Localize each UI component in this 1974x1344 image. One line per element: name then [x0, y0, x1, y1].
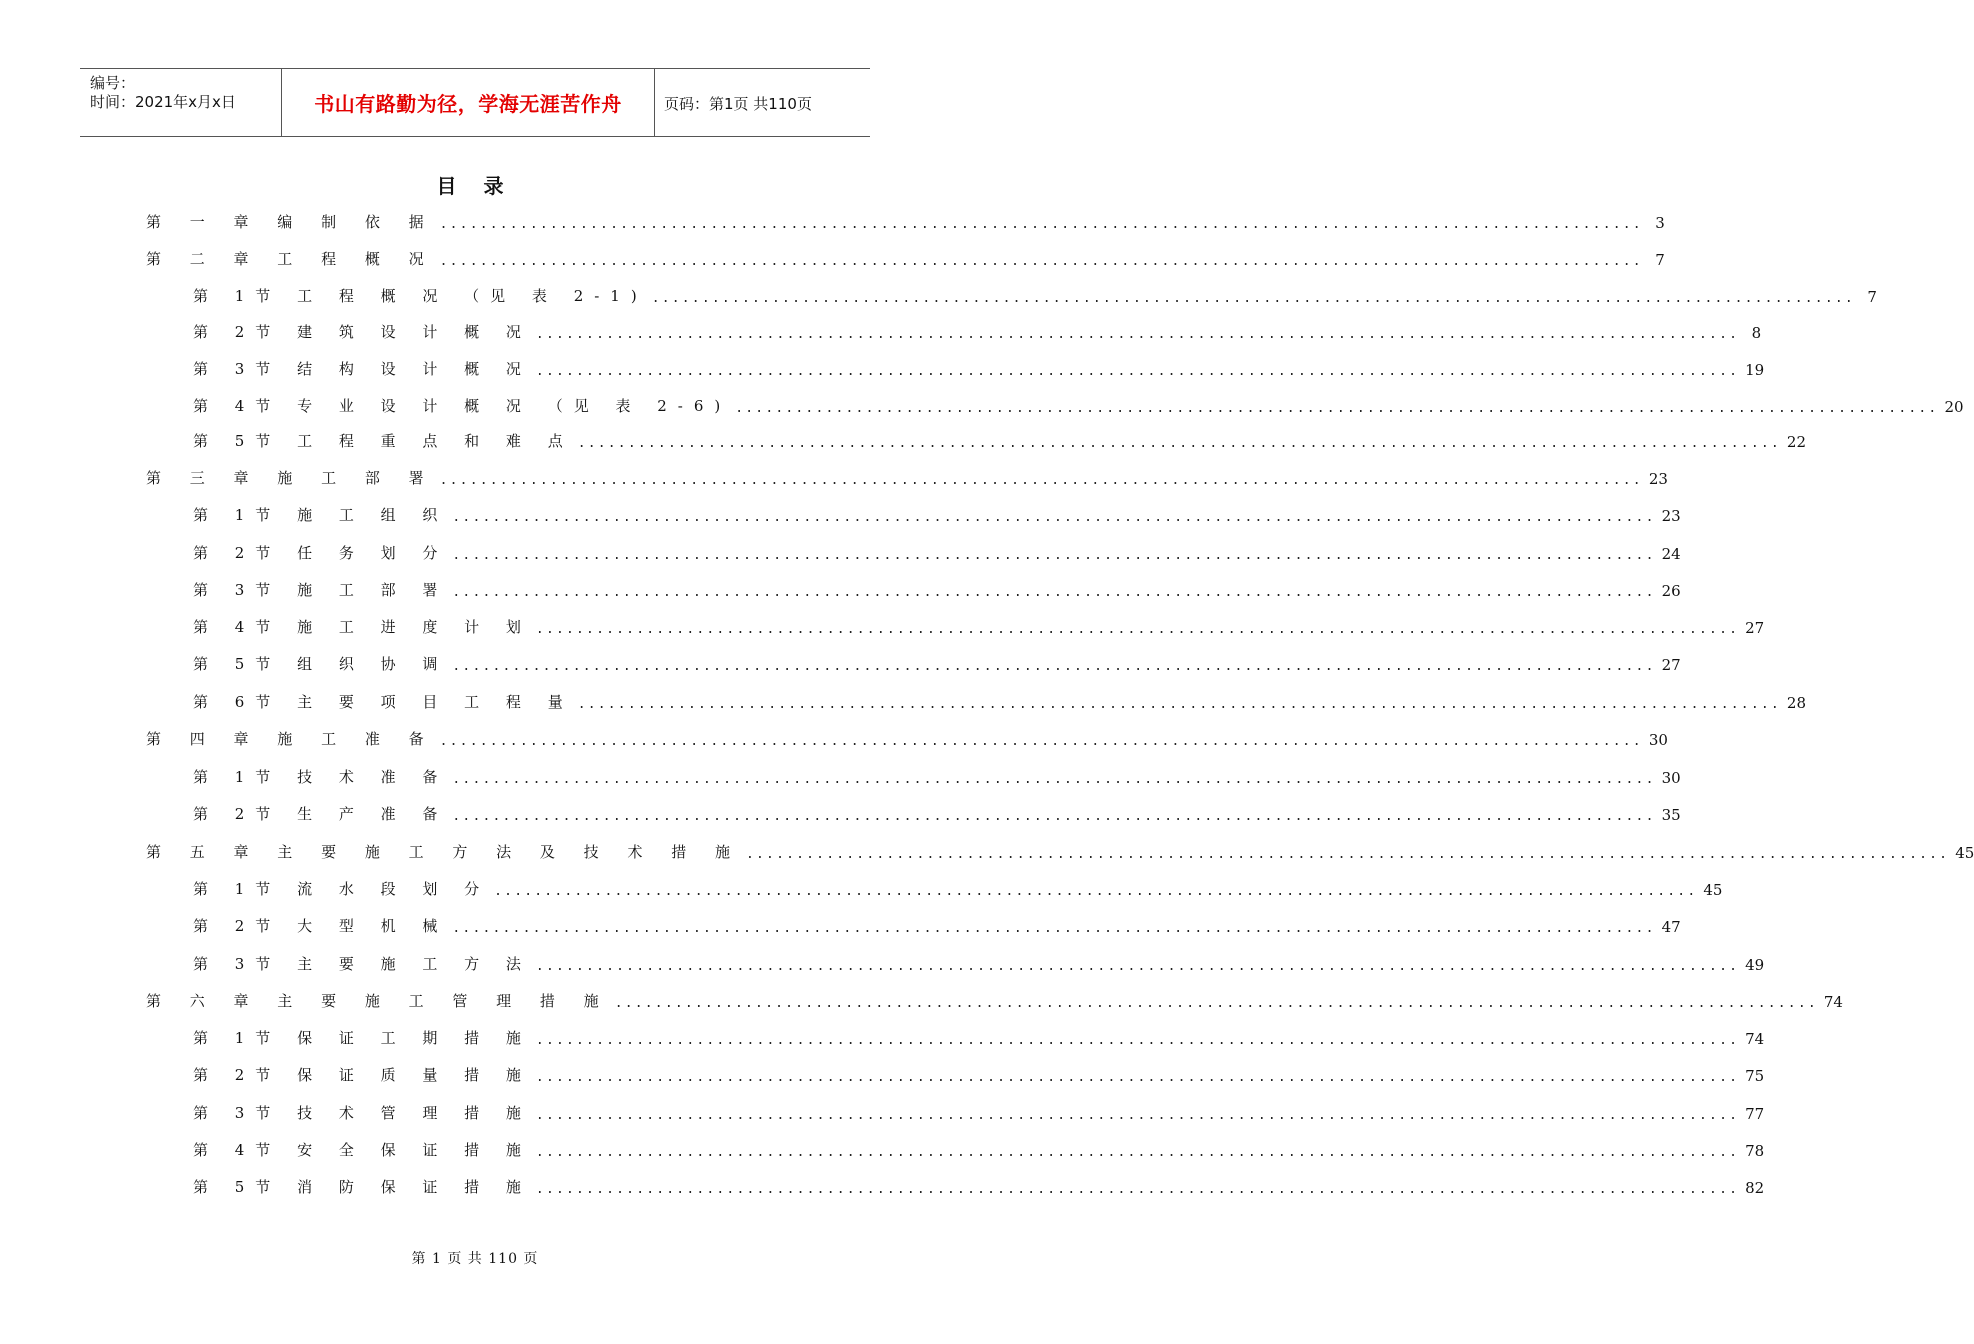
toc-entry-label: 第 3节 施 工 部 署: [193, 581, 449, 599]
toc-section-entry[interactable]: [193, 541, 1681, 563]
toc-entry-label: 第 4节 施 工 进 度 计 划: [193, 618, 532, 636]
toc-section-entry[interactable]: [193, 877, 1723, 899]
toc-section-entry[interactable]: [193, 357, 1765, 379]
toc-leader-dots: ........................................................................................................................: [452, 548, 1656, 563]
toc-leader-dots: ........................................................................................................................: [535, 959, 1740, 974]
toc-entry-label: 第 1节 流 水 段 划 分: [193, 880, 491, 898]
toc-section-entry[interactable]: [193, 802, 1681, 824]
toc-entry-page: 82: [1745, 1179, 1765, 1197]
toc-entry-page: 30: [1661, 769, 1681, 787]
document-number-label: 编号：: [90, 74, 136, 92]
toc-entry-page: 23: [1661, 507, 1681, 525]
header-divider-right: [654, 68, 655, 136]
toc-leader-dots: ........................................................................................................................: [577, 697, 1781, 712]
toc-section-entry[interactable]: [193, 914, 1681, 936]
toc-section-entry[interactable]: [193, 429, 1806, 451]
toc-section-entry[interactable]: [193, 690, 1806, 712]
toc-chapter-entry[interactable]: [146, 466, 1668, 488]
toc-leader-dots: ........................................................................................................................: [535, 364, 1740, 379]
toc-chapter-entry[interactable]: [146, 247, 1665, 269]
toc-chapter-entry[interactable]: [146, 210, 1665, 232]
toc-entry-label: 第 4节 专 业 设 计 概 况 （见 表 2-6): [193, 397, 732, 415]
toc-entry-label: 第 2节 建 筑 设 计 概 况: [193, 323, 532, 341]
toc-chapter-entry[interactable]: [146, 727, 1668, 749]
toc-entry-label: 第 一 章 编 制 依 据: [146, 213, 436, 231]
toc-section-entry[interactable]: [193, 503, 1681, 525]
toc-entry-page: 74: [1823, 993, 1843, 1011]
toc-entry-page: 45: [1955, 844, 1974, 862]
toc-entry-page: 77: [1745, 1105, 1765, 1123]
toc-entry-label: 第 五 章 主 要 施 工 方 法 及 技 术 措 施: [146, 843, 742, 861]
toc-leader-dots: ........................................................................................................................: [452, 659, 1656, 674]
toc-section-entry[interactable]: [193, 652, 1681, 674]
toc-entry-label: 第 2节 任 务 划 分: [193, 544, 449, 562]
toc-leader-dots: ........................................................................................................................: [439, 217, 1643, 232]
toc-entry-page: 7: [1655, 251, 1665, 269]
toc-leader-dots: ........................................................................................................................: [651, 291, 1855, 306]
toc-section-entry[interactable]: [193, 1138, 1765, 1160]
toc-section-entry[interactable]: [193, 1175, 1765, 1197]
toc-entry-label: 第 5节 组 织 协 调: [193, 655, 449, 673]
toc-leader-dots: ........................................................................................................................: [535, 1145, 1740, 1160]
toc-entry-label: 第 1节 工 程 概 况 （见 表 2-1): [193, 287, 648, 305]
page-footer: 第 1 页 共 110 页: [411, 1251, 539, 1267]
toc-entry-page: 22: [1786, 433, 1806, 451]
toc-entry-page: 45: [1703, 881, 1723, 899]
toc-leader-dots: ........................................................................................................................: [535, 1108, 1740, 1123]
toc-leader-dots: ........................................................................................................................: [535, 1182, 1740, 1197]
toc-section-entry[interactable]: [193, 765, 1681, 787]
toc-leader-dots: ........................................................................................................................: [535, 1070, 1740, 1085]
document-date: 时间：2021年x月x日: [90, 93, 236, 111]
toc-entry-label: 第 1节 保 证 工 期 措 施: [193, 1029, 532, 1047]
toc-leader-dots: ........................................................................................................................: [452, 510, 1656, 525]
toc-entry-label: 第 四 章 施 工 准 备: [146, 730, 436, 748]
toc-section-entry[interactable]: [193, 1026, 1765, 1048]
toc-entry-page: 8: [1751, 324, 1762, 342]
toc-entry-label: 第 3节 结 构 设 计 概 况: [193, 360, 532, 378]
toc-entry-page: 3: [1655, 214, 1665, 232]
toc-entry-label: 第 5节 工 程 重 点 和 难 点: [193, 432, 574, 450]
toc-section-entry[interactable]: [193, 952, 1765, 974]
toc-entry-page: 20: [1944, 398, 1964, 416]
toc-section-entry[interactable]: [193, 284, 1877, 306]
toc-entry-page: 7: [1867, 288, 1877, 306]
header-motto: 书山有路勤为径，学海无涯苦作舟: [314, 92, 622, 116]
toc-section-entry[interactable]: [193, 320, 1762, 342]
header-page-info: 页码：第1页 共110页: [664, 95, 812, 113]
toc-chapter-entry[interactable]: [146, 840, 1974, 862]
header-bottom-rule: [80, 136, 870, 137]
toc-entry-page: 27: [1661, 656, 1681, 674]
toc-entry-page: 78: [1745, 1142, 1765, 1160]
toc-leader-dots: ........................................................................................................................: [439, 254, 1643, 269]
toc-leader-dots: ........................................................................................................................: [452, 809, 1656, 824]
toc-entry-label: 第 2节 生 产 准 备: [193, 805, 449, 823]
toc-entry-page: 35: [1661, 806, 1681, 824]
toc-entry-label: 第 六 章 主 要 施 工 管 理 措 施: [146, 992, 611, 1010]
toc-chapter-entry[interactable]: [146, 989, 1843, 1011]
toc-leader-dots: ........................................................................................................................: [439, 473, 1643, 488]
toc-section-entry[interactable]: [193, 394, 1964, 416]
toc-leader-dots: ........................................................................................................................: [535, 622, 1740, 637]
toc-section-entry[interactable]: [193, 578, 1681, 600]
toc-entry-page: 23: [1648, 470, 1668, 488]
toc-entry-page: 24: [1661, 545, 1681, 563]
toc-entry-label: 第 3节 主 要 施 工 方 法: [193, 955, 532, 973]
toc-entry-label: 第 1节 技 术 准 备: [193, 768, 449, 786]
toc-leader-dots: ........................................................................................................................: [614, 996, 1818, 1011]
toc-section-entry[interactable]: [193, 1101, 1765, 1123]
toc-entry-label: 第 3节 技 术 管 理 措 施: [193, 1104, 532, 1122]
toc-entry-label: 第 6节 主 要 项 目 工 程 量: [193, 693, 574, 711]
toc-leader-dots: ........................................................................................................................: [735, 401, 1939, 416]
toc-title: 目 录: [436, 174, 514, 198]
toc-entry-label: 第 三 章 施 工 部 署: [146, 469, 436, 487]
toc-entry-page: 47: [1661, 918, 1681, 936]
toc-entry-page: 19: [1745, 361, 1765, 379]
toc-entry-label: 第 2节 大 型 机 械: [193, 917, 449, 935]
toc-entry-page: 30: [1648, 731, 1668, 749]
toc-entry-label: 第 4节 安 全 保 证 措 施: [193, 1141, 532, 1159]
toc-leader-dots: ........................................................................................................................: [452, 772, 1656, 787]
toc-section-entry[interactable]: [193, 1063, 1765, 1085]
toc-entry-page: 75: [1745, 1067, 1765, 1085]
toc-entry-page: 26: [1661, 582, 1681, 600]
toc-entry-page: 49: [1745, 956, 1765, 974]
toc-entry-label: 第 1节 施 工 组 织: [193, 506, 449, 524]
toc-entry-label: 第 2节 保 证 质 量 措 施: [193, 1066, 532, 1084]
toc-leader-dots: ........................................................................................................................: [439, 734, 1643, 749]
toc-leader-dots: ........................................................................................................................: [577, 436, 1781, 451]
toc-leader-dots: ........................................................................................................................: [452, 585, 1656, 600]
toc-entry-page: 27: [1745, 619, 1765, 637]
toc-section-entry[interactable]: [193, 615, 1765, 637]
toc-entry-label: 第 5节 消 防 保 证 措 施: [193, 1178, 532, 1196]
toc-leader-dots: ........................................................................................................................: [535, 1033, 1740, 1048]
toc-leader-dots: ........................................................................................................................: [535, 327, 1740, 342]
toc-entry-page: 74: [1745, 1030, 1765, 1048]
toc-leader-dots: ........................................................................................................................: [494, 884, 1698, 899]
header-top-rule: [80, 68, 870, 69]
toc-leader-dots: ........................................................................................................................: [746, 847, 1950, 862]
toc-leader-dots: ........................................................................................................................: [452, 921, 1656, 936]
toc-entry-label: 第 二 章 工 程 概 况: [146, 250, 436, 268]
toc-entry-page: 28: [1786, 694, 1806, 712]
